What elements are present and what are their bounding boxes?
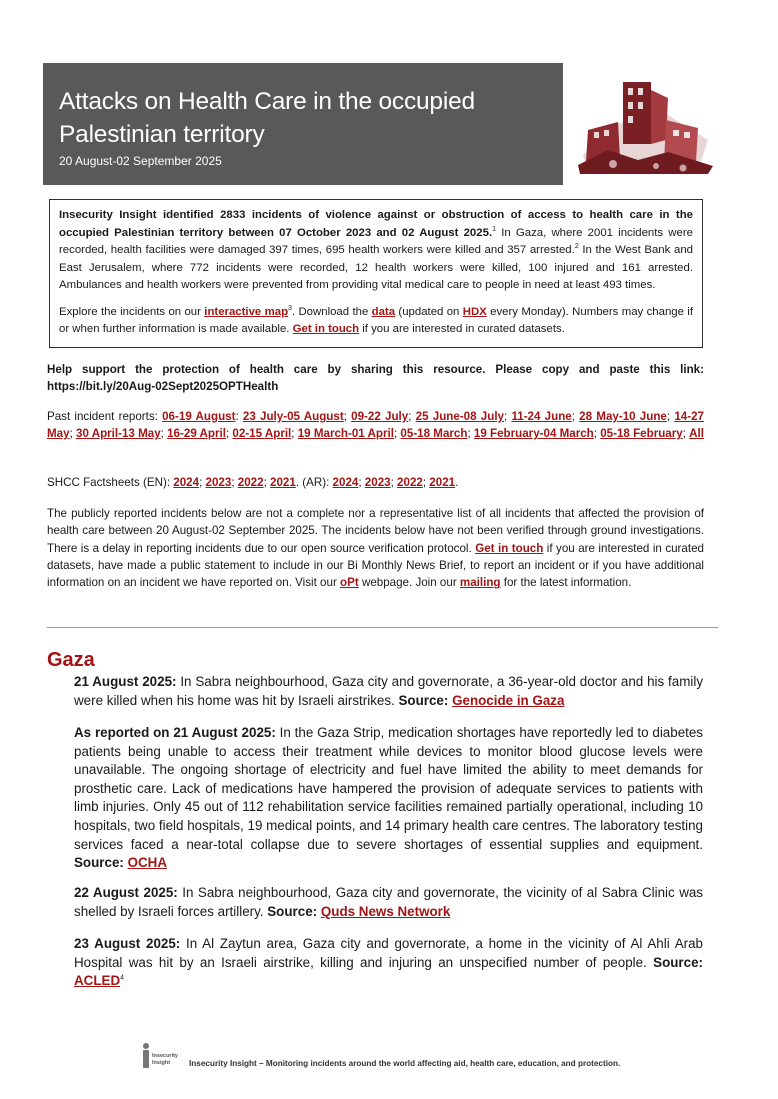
footer-tagline: Insecurity Insight – Monitoring incidents around the world affecting aid, health care, education, and protection.: [189, 1059, 621, 1068]
past-report-link[interactable]: 23 July-05 August: [242, 410, 344, 423]
mailing-list-link[interactable]: mailing: [459, 576, 501, 590]
logo-text-line1: Insecurity: [152, 1053, 178, 1059]
separator: ;: [390, 476, 398, 489]
separator: ;: [422, 476, 430, 489]
footnote-ref: 4: [120, 974, 125, 982]
separator: ;: [408, 410, 416, 423]
text-span: The publicly reported incidents below are not a complete nor a representative list of all incidents that affected the provision of health care between 20 August-02 September 2025. The incidents below have not been verified through ground investigations. There is a delay in reporting incidents due to our open source verification protocol.: [47, 507, 704, 555]
past-report-link[interactable]: 11-24 June: [511, 410, 572, 423]
text-span: every Monday). Numbers may change if or when further information is made available.: [59, 305, 693, 335]
footnote-ref: 2: [574, 243, 579, 251]
summary-gaza-text: In Gaza, where 2001 incidents were recorded, health facilities were damaged 397 times, 695 health workers were killed and 357 arrested.: [59, 226, 693, 256]
factsheet-ar-link[interactable]: 2024: [332, 476, 359, 489]
separator: ;: [393, 427, 401, 441]
get-in-touch-link[interactable]: Get in touch: [292, 323, 360, 335]
past-report-link[interactable]: 28 May-10 June: [579, 410, 667, 423]
past-report-link[interactable]: 02-15 April: [232, 427, 292, 441]
factsheet-ar-link[interactable]: 2022: [397, 476, 423, 489]
text-span: (updated on: [395, 305, 463, 318]
separator: ;: [225, 427, 233, 441]
insecurity-insight-logo: [139, 1042, 185, 1070]
separator: ;: [682, 427, 690, 441]
footnote-ref: 1: [492, 225, 497, 233]
explore-paragraph: [59, 304, 693, 339]
text-span: if you are interested in curated datasets, have made a public statement to include in our Bi Monthly News Brief, to report an incident or if you have additional information on an incident we have reported on. Visit our: [47, 541, 704, 590]
separator: ;: [504, 410, 512, 423]
factsheet-en-link[interactable]: 2022: [237, 476, 264, 489]
past-reports: [47, 408, 704, 443]
incident-description: In the Gaza Strip, medication shortages have reportedly led to diabetes patients being unable to access their treatment while devices to monitor blood glucose levels were unavailable. The ongoing shortage of electricity and fuel have limited the ability to meet demands for prosthetic care. Lack of medications have hampered the provision of adequate services to patients with limb injuries. Only 45 out of 112 rehabilitation service facilities remained partially operational, including 10 hospitals, two field hospitals, 19 medical points, and 14 primary health care centres. The laboratory testing services faced a near-total collapse due to severe shortages of essential supplies and equipment.: [74, 725, 704, 852]
summary-box: [49, 199, 703, 348]
factsheets-ar-label: . (AR):: [295, 476, 333, 489]
title-banner: [43, 63, 563, 185]
separator: ;: [263, 476, 271, 489]
past-report-link[interactable]: 25 June-08 July: [415, 410, 504, 423]
page-title-line2: Palestinian territory: [59, 121, 265, 148]
factsheets-en-label: SHCC Factsheets (EN):: [47, 476, 174, 489]
incident-description: In Sabra neighbourhood, Gaza city and governorate, a 36-year-old doctor and his family were killed when his home was hit by Israeli airstrikes.: [74, 674, 704, 708]
past-report-link[interactable]: 30 April-13 May: [76, 427, 161, 441]
separator: ;: [231, 476, 238, 489]
summary-paragraph: [59, 207, 693, 295]
past-report-link[interactable]: 09-22 July: [351, 410, 409, 423]
separator: ;: [160, 427, 168, 441]
factsheet-en-link[interactable]: 2021: [270, 476, 296, 489]
section-divider: [47, 627, 718, 628]
text-span: for the latest information.: [500, 576, 632, 590]
separator: ;: [571, 410, 580, 423]
source-label: Source:: [74, 855, 124, 871]
source-label: Source:: [653, 954, 703, 970]
disclaimer: [47, 505, 704, 591]
incident-source-link[interactable]: ACLED: [74, 973, 121, 989]
past-report-link[interactable]: 05-18 February: [600, 427, 683, 441]
summary-lead: Insecurity Insight identified 2833 incidents of violence against or obstruction of access to health care in the occupied Palestinian territory between 07 October 2023 and 02 August 2025.: [59, 209, 693, 239]
separator: :: [235, 410, 243, 423]
incident-source-link[interactable]: OCHA: [127, 855, 168, 871]
past-report-link[interactable]: All: [689, 427, 704, 441]
incident-entry: [74, 724, 703, 873]
data-link[interactable]: data: [371, 305, 396, 318]
incident-date: 23 August 2025:: [74, 936, 181, 951]
incident-description: In Al Zaytun area, Gaza city and governorate, a home in the vicinity of Al Ahli Arab Hospital was hit by an Israeli airstrike, killing and injuring an unspecified number of people.: [74, 936, 703, 970]
share-appeal: Help support the protection of health care by sharing this resource. Please copy and paste this link: https://bit.ly/20Aug-02Sept2025OPTHealth: [47, 363, 704, 394]
separator: ;: [358, 476, 365, 489]
separator: ;: [666, 410, 675, 423]
separator: ;: [593, 427, 601, 441]
separator: ;: [291, 427, 298, 441]
separator: ;: [467, 427, 474, 441]
incident-entry: [74, 673, 703, 710]
hdx-link[interactable]: HDX: [462, 305, 487, 318]
factsheet-en-link[interactable]: 2023: [205, 476, 232, 489]
source-label: Source:: [398, 692, 449, 708]
source-label: Source:: [267, 903, 318, 919]
past-report-link[interactable]: 16-29 April: [167, 427, 226, 441]
page-footer: [139, 1042, 659, 1070]
factsheet-en-link[interactable]: 2024: [173, 476, 200, 489]
separator: ;: [343, 410, 352, 423]
incident-source-link[interactable]: Quds News Network: [320, 903, 451, 919]
report-period: 20 August-02 September 2025: [59, 154, 222, 168]
text-span: webpage. Join our: [358, 576, 460, 590]
interactive-map-link[interactable]: interactive map: [204, 305, 289, 318]
text-span: .: [455, 476, 459, 489]
past-reports-label: Past incident reports:: [47, 410, 163, 423]
past-report-link[interactable]: 19 March-01 April: [297, 427, 394, 441]
damaged-buildings-illustration: [568, 70, 718, 178]
incident-date: As reported on 21 August 2025:: [74, 725, 276, 740]
opt-webpage-link[interactable]: oPt: [340, 576, 359, 590]
separator: ;: [199, 476, 206, 489]
page-title-line1: Attacks on Health Care in the occupied: [59, 88, 475, 115]
past-report-link[interactable]: 06-19 August: [162, 410, 236, 423]
factsheet-ar-link[interactable]: 2023: [364, 476, 391, 489]
separator: ;: [69, 427, 77, 441]
text-span: Explore the incidents on our: [59, 305, 205, 318]
incident-date: 22 August 2025:: [74, 885, 178, 900]
section-heading-gaza: Gaza: [47, 649, 95, 671]
incident-source-link[interactable]: Genocide in Gaza: [452, 692, 565, 708]
factsheets: [47, 474, 704, 491]
incident-entry: [74, 935, 703, 991]
get-in-touch-link-2[interactable]: Get in touch: [475, 541, 544, 555]
summary-westbank-text: In the West Bank and East Jerusalem, where 772 incidents were recorded, 12 health workers were killed, 100 injured and 161 arrested. Ambulances and health workers were prevented from providing vital medical care to people in need at least 493 times.: [59, 244, 693, 291]
incident-entry: [74, 884, 703, 921]
past-report-link[interactable]: 05-18 March: [400, 427, 468, 441]
incident-date: 21 August 2025:: [74, 674, 177, 689]
past-report-link[interactable]: 14-27 May: [47, 410, 704, 441]
text-span: . Download the: [291, 305, 372, 318]
logo-text-line2: Insight: [152, 1060, 171, 1066]
past-report-link[interactable]: 19 February-04 March: [473, 427, 594, 441]
incident-description: In Sabra neighbourhood, Gaza city and governorate, the vicinity of al Sabra Clinic was shelled by Israeli forces artillery.: [74, 885, 704, 919]
footnote-ref: 3: [288, 304, 292, 312]
text-span: if you are interested in curated datasets.: [359, 323, 565, 335]
factsheet-ar-link[interactable]: 2021: [429, 476, 456, 489]
